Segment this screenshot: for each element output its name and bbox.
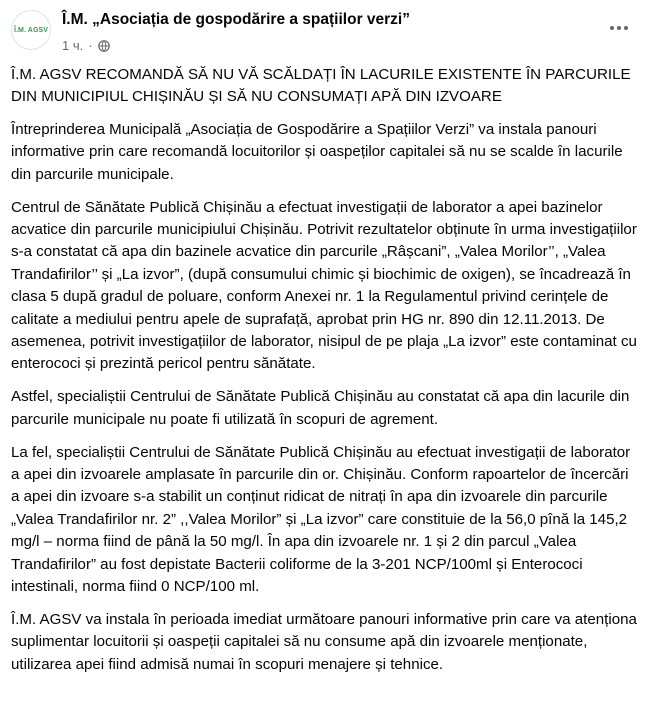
- post-meta: [62, 37, 110, 53]
- post-paragraph: Centrul de Sănătate Publică Chișinău a efectuat investigații de laborator a apei bazinelor acvatice din parcurile municipiului Chișinău. Potrivit rezultatelor obținute în urma investigațiilor s-a constatat că apa din bazinele acvatice din parcurile „Râșcani”, „Valea Morilor’’, „Valea Trandafirilor’’ și „La izvor”, (după consumului chimic și biochimic de oxigen), se încadrează în clasa 5 după gradul de poluare, conform Anexei nr. 1 la Regulamentul privind cerințele de calitate a mediului pentru apele de suprafață, aprobat prin HG nr. 890 din 12.11.2013. De asemenea, potrivit investigațiilor de laborator, nisipul de pe plaja „La izvor” este contaminat cu enterococi și prezintă pericol pentru sănătate.: [11, 198, 637, 373]
- avatar-logo-text: Î.M. AGSV: [13, 26, 49, 34]
- post-paragraph: Astfel, specialiștii Centrului de Sănătate Publică Chișinău au constatat că apa din lacurile din parcurile municipale nu poate fi utilizată în scopuri de agrement.: [11, 388, 630, 428]
- globe-icon[interactable]: [98, 39, 110, 51]
- post-timestamp[interactable]: 1 ч.: [62, 37, 84, 53]
- page-name-link[interactable]: Î.M. „Asociația de gospodărire a spațiilor verzi”: [62, 11, 410, 28]
- more-horizontal-icon: [610, 26, 614, 30]
- post-headline: Î.M. AGSV RECOMANDĂ SĂ NU VĂ SCĂLDAȚI ÎN LACURILE EXISTENTE ÎN PARCURILE DIN MUNICIPIUL CHIȘINĂU ȘI SĂ NU CONSUMAȚI APĂ DIN IZVOARE: [11, 66, 631, 106]
- post-body: [11, 64, 639, 687]
- post-paragraph: Întreprinderea Municipală „Asociația de Gospodărire a Spațiilor Verzi” va instala panouri informative prin care recomandă locuitorilor și oaspeților capitalei să nu se scalde în lacurile din parcurile municipale.: [11, 120, 623, 183]
- post-paragraph: Î.M. AGSV va instala în perioada imediat următoare panouri informative prin care va atenționa suplimentar locuitorii și oaspeții capitalei să nu consume apă din izvoarele menționate, utilizarea apei fiind admisă numai în scopuri menajere și tehnice.: [11, 610, 637, 673]
- page-avatar[interactable]: [11, 10, 51, 50]
- post-paragraph: La fel, specialiștii Centrului de Sănătate Publică Chișinău au efectuat investigații de laborator a apei din izvoarele amplasate în parcurile din or. Chișinău. Conform rapoartelor de încercări a apei din izvoare s-a stabilit un conținut ridicat de nitrați în apa din izvoarele din parcurile „Valea Trandafirilor nr. 2” ,,Valea Morilor” și „La izvor” care constituie de la 56,0 pînă la 145,2 mg/l – norma fiind de până la 50 mg/l. În apa din izvoarele nr. 1 și 2 din parcul „Valea Trandafirilor” au fost depistate Bacterii coliforme de la 3-201 NCP/100ml și Enterococi intestinali, norma fiind 0 NCP/100 ml.: [11, 443, 631, 596]
- post-header: [0, 0, 649, 62]
- more-options-button[interactable]: [605, 18, 633, 38]
- meta-separator: ·: [88, 37, 93, 53]
